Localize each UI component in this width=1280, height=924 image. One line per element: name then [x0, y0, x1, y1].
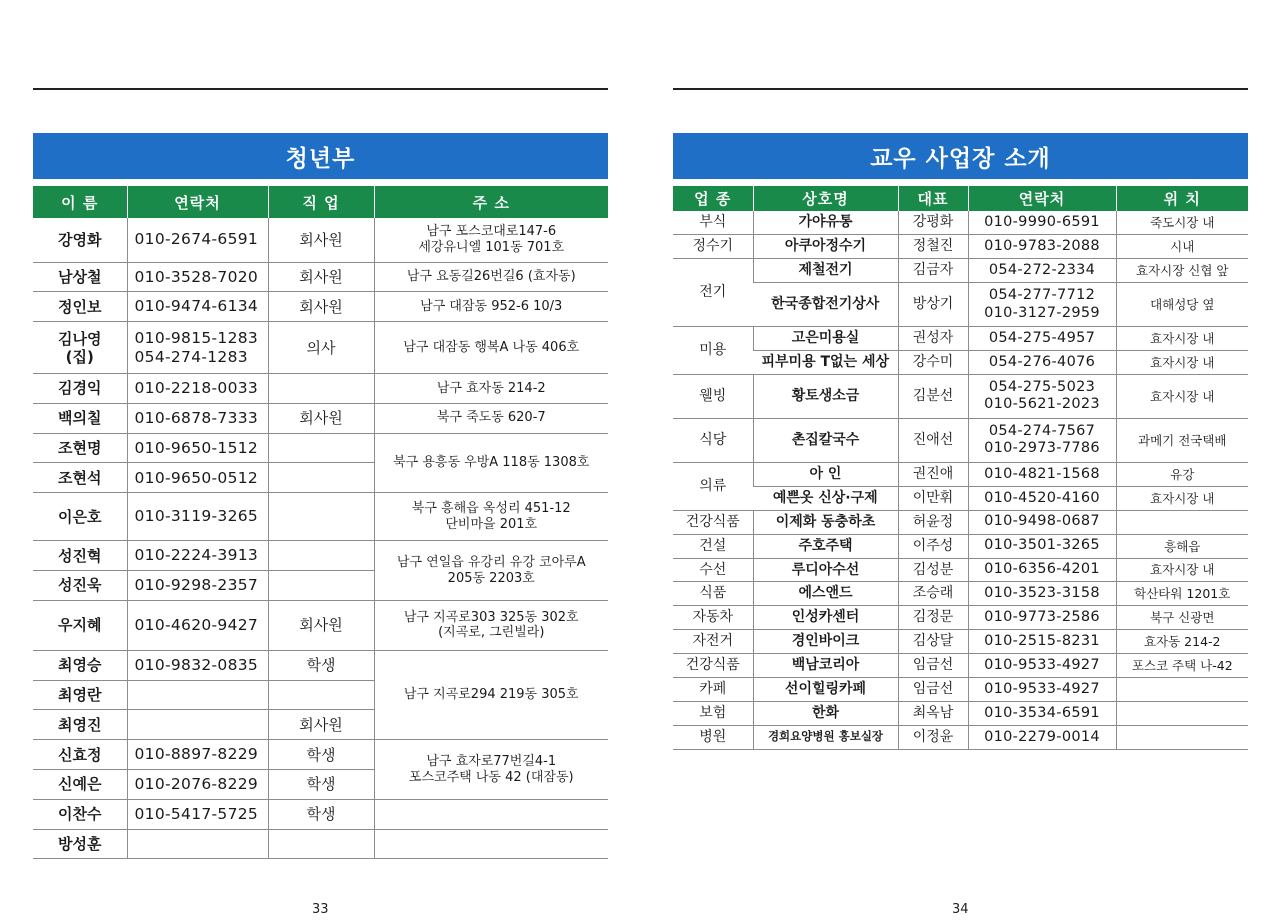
member-address: 남구 효자동 214-2 — [374, 374, 608, 404]
member-phone: 010-6878-7333 — [127, 403, 268, 433]
business-name: 선이힐링카페 — [753, 677, 898, 701]
table-row — [33, 493, 608, 541]
business-location: 포스코 주택 나-42 — [1116, 654, 1248, 678]
table-row — [33, 600, 608, 650]
member-job: 학생 — [268, 770, 374, 800]
table-row — [673, 677, 1248, 701]
member-address — [374, 799, 608, 829]
member-address: 남구 지곡로294 219동 305호 — [374, 650, 608, 739]
business-rep: 김금자 — [898, 259, 968, 283]
header-industry: 업 종 — [673, 186, 753, 211]
member-job — [268, 374, 374, 404]
left-page — [33, 0, 608, 924]
business-name: 피부미용 T없는 세상 — [753, 351, 898, 375]
business-name: 주호주택 — [753, 534, 898, 558]
business-type: 미용 — [673, 327, 753, 375]
member-address: 남구 요동길26번길6 (효자동) — [374, 262, 608, 292]
business-name: 인성카센터 — [753, 606, 898, 630]
member-job: 학생 — [268, 799, 374, 829]
business-name: 경희요양병원 홍보실장 — [753, 725, 898, 749]
table-row — [33, 374, 608, 404]
member-phone: 010-9650-0512 — [127, 463, 268, 493]
business-phone: 054-274-7567 010-2973-7786 — [968, 418, 1116, 462]
business-phone: 054-275-5023 010-5621-2023 — [968, 374, 1116, 418]
business-rep: 김분선 — [898, 374, 968, 418]
member-address: 남구 포스코대로147-6 세강유니엘 101동 701호 — [374, 218, 608, 262]
business-rep: 이주성 — [898, 534, 968, 558]
member-name: 남상철 — [33, 262, 127, 292]
business-phone: 010-3534-6591 — [968, 701, 1116, 725]
business-name: 고은미용실 — [753, 327, 898, 351]
business-location — [1116, 701, 1248, 725]
business-type: 식품 — [673, 582, 753, 606]
member-name: 최영란 — [33, 680, 127, 710]
member-address — [374, 829, 608, 859]
business-location: 효자시장 내 — [1116, 327, 1248, 351]
member-name: 백의칠 — [33, 403, 127, 433]
business-name: 황토생소금 — [753, 374, 898, 418]
member-address: 남구 효자로77번길4-1 포스코주택 나동 42 (대잠동) — [374, 740, 608, 800]
business-rep: 김성분 — [898, 558, 968, 582]
business-rep: 임금선 — [898, 677, 968, 701]
business-phone: 054-277-7712 010-3127-2959 — [968, 283, 1116, 327]
business-rep: 이만휘 — [898, 486, 968, 510]
business-location: 시내 — [1116, 235, 1248, 259]
header-name: 이 름 — [33, 186, 127, 218]
business-intro-title: 교우 사업장 소개 — [673, 133, 1248, 179]
business-phone: 010-9498-0687 — [968, 510, 1116, 534]
table-row — [673, 725, 1248, 749]
youth-member-table — [33, 186, 608, 859]
member-job: 학생 — [268, 740, 374, 770]
member-name: 이은호 — [33, 493, 127, 541]
business-phone: 010-3523-3158 — [968, 582, 1116, 606]
youth-dept-title: 청년부 — [33, 133, 608, 179]
table-row — [33, 292, 608, 322]
business-phone: 010-9773-2586 — [968, 606, 1116, 630]
business-name: 백남코리아 — [753, 654, 898, 678]
member-phone — [127, 829, 268, 859]
business-phone: 010-2279-0014 — [968, 725, 1116, 749]
business-type: 전기 — [673, 259, 753, 327]
member-job — [268, 433, 374, 463]
table-row — [33, 740, 608, 770]
table-row — [673, 211, 1248, 235]
business-type: 식당 — [673, 418, 753, 462]
business-rep: 정철진 — [898, 235, 968, 259]
member-address: 남구 연일읍 유강리 유강 코아루A 205동 2203호 — [374, 541, 608, 601]
table-row — [33, 262, 608, 292]
business-location: 효자시장 내 — [1116, 486, 1248, 510]
business-phone: 010-9533-4927 — [968, 677, 1116, 701]
member-name: 최영승 — [33, 650, 127, 680]
table-row — [673, 654, 1248, 678]
business-phone: 010-9990-6591 — [968, 211, 1116, 235]
member-address: 북구 용흥동 우방A 118동 1308호 — [374, 433, 608, 493]
member-phone: 010-5417-5725 — [127, 799, 268, 829]
member-name: 조현명 — [33, 433, 127, 463]
member-phone — [127, 710, 268, 740]
table-row — [673, 235, 1248, 259]
business-rep: 조승래 — [898, 582, 968, 606]
table-row — [33, 403, 608, 433]
member-phone: 010-9832-0835 — [127, 650, 268, 680]
table-row — [33, 829, 608, 859]
table-row — [673, 486, 1248, 510]
table-header-row — [33, 186, 608, 218]
member-job: 회사원 — [268, 710, 374, 740]
business-type: 건설 — [673, 534, 753, 558]
business-type: 정수기 — [673, 235, 753, 259]
business-type: 카페 — [673, 677, 753, 701]
business-rep: 김상달 — [898, 630, 968, 654]
member-job — [268, 571, 374, 601]
business-location: 대해성당 옆 — [1116, 283, 1248, 327]
top-rule — [673, 88, 1248, 90]
business-rep: 허윤정 — [898, 510, 968, 534]
header-address: 주 소 — [374, 186, 608, 218]
business-name: 예쁜옷 신상·구제 — [753, 486, 898, 510]
member-name: 이찬수 — [33, 799, 127, 829]
business-name: 촌집칼국수 — [753, 418, 898, 462]
member-job — [268, 541, 374, 571]
member-name: 김나영 (집) — [33, 322, 127, 374]
business-location: 효자시장 내 — [1116, 351, 1248, 375]
business-type: 자전거 — [673, 630, 753, 654]
member-phone: 010-2674-6591 — [127, 218, 268, 262]
business-location: 북구 신광면 — [1116, 606, 1248, 630]
right-page — [673, 0, 1248, 924]
business-type: 수선 — [673, 558, 753, 582]
member-address: 북구 죽도동 620-7 — [374, 403, 608, 433]
table-row — [33, 433, 608, 463]
business-type: 병원 — [673, 725, 753, 749]
business-name: 아쿠아정수기 — [753, 235, 898, 259]
business-location: 효자시장 신협 앞 — [1116, 259, 1248, 283]
business-rep: 강수미 — [898, 351, 968, 375]
business-location — [1116, 510, 1248, 534]
business-phone: 010-2515-8231 — [968, 630, 1116, 654]
business-rep: 강평화 — [898, 211, 968, 235]
table-row — [33, 218, 608, 262]
member-name: 강영화 — [33, 218, 127, 262]
business-rep: 방상기 — [898, 283, 968, 327]
member-job: 회사원 — [268, 600, 374, 650]
business-name: 한국종합전기상사 — [753, 283, 898, 327]
table-row — [673, 630, 1248, 654]
business-name: 제철전기 — [753, 259, 898, 283]
business-type: 자동차 — [673, 606, 753, 630]
table-row — [33, 322, 608, 374]
table-row — [673, 327, 1248, 351]
member-phone: 010-8897-8229 — [127, 740, 268, 770]
business-rep: 권성자 — [898, 327, 968, 351]
table-row — [673, 534, 1248, 558]
business-type: 의류 — [673, 462, 753, 510]
member-name: 최영진 — [33, 710, 127, 740]
member-name: 정인보 — [33, 292, 127, 322]
header-representative: 대표 — [898, 186, 968, 211]
business-rep: 진애선 — [898, 418, 968, 462]
business-type: 보험 — [673, 701, 753, 725]
member-job: 회사원 — [268, 218, 374, 262]
member-name: 성진욱 — [33, 571, 127, 601]
member-name: 조현석 — [33, 463, 127, 493]
business-rep: 권진애 — [898, 462, 968, 486]
business-phone: 010-4520-4160 — [968, 486, 1116, 510]
member-phone: 010-9650-1512 — [127, 433, 268, 463]
business-location — [1116, 677, 1248, 701]
member-job — [268, 493, 374, 541]
table-header-row — [673, 186, 1248, 211]
member-job: 회사원 — [268, 262, 374, 292]
business-name: 루디아수선 — [753, 558, 898, 582]
business-location: 학산타워 1201호 — [1116, 582, 1248, 606]
member-address: 북구 흥해읍 옥성리 451-12 단비마을 201호 — [374, 493, 608, 541]
member-phone: 010-3528-7020 — [127, 262, 268, 292]
member-phone: 010-2076-8229 — [127, 770, 268, 800]
business-phone: 010-9533-4927 — [968, 654, 1116, 678]
business-rep: 최옥남 — [898, 701, 968, 725]
business-phone: 010-9783-2088 — [968, 235, 1116, 259]
member-phone: 010-9298-2357 — [127, 571, 268, 601]
member-phone: 010-9474-6134 — [127, 292, 268, 322]
table-row — [33, 541, 608, 571]
member-phone — [127, 680, 268, 710]
business-location: 효자시장 내 — [1116, 374, 1248, 418]
member-name: 신효정 — [33, 740, 127, 770]
member-name: 방성훈 — [33, 829, 127, 859]
page-number: 33 — [312, 902, 329, 917]
business-type: 부식 — [673, 211, 753, 235]
business-rep: 김정문 — [898, 606, 968, 630]
business-phone: 054-276-4076 — [968, 351, 1116, 375]
header-location: 위 치 — [1116, 186, 1248, 211]
business-rep: 임금선 — [898, 654, 968, 678]
business-location: 유강 — [1116, 462, 1248, 486]
member-phone: 010-2218-0033 — [127, 374, 268, 404]
member-name: 김경익 — [33, 374, 127, 404]
member-address: 남구 대잠동 행복A 나동 406호 — [374, 322, 608, 374]
business-phone: 010-6356-4201 — [968, 558, 1116, 582]
business-type: 건강식품 — [673, 654, 753, 678]
business-location: 죽도시장 내 — [1116, 211, 1248, 235]
top-rule — [33, 88, 608, 90]
member-phone: 010-9815-1283 054-274-1283 — [127, 322, 268, 374]
business-location — [1116, 725, 1248, 749]
table-row — [673, 374, 1248, 418]
business-name: 에스앤드 — [753, 582, 898, 606]
business-location: 효자시장 내 — [1116, 558, 1248, 582]
member-name: 성진혁 — [33, 541, 127, 571]
table-row — [33, 650, 608, 680]
member-address: 남구 대잠동 952-6 10/3 — [374, 292, 608, 322]
table-row — [673, 701, 1248, 725]
business-location: 효자동 214-2 — [1116, 630, 1248, 654]
member-job — [268, 680, 374, 710]
business-location: 과메기 전국택배 — [1116, 418, 1248, 462]
header-job: 직 업 — [268, 186, 374, 218]
table-row — [673, 351, 1248, 375]
business-name: 가야유통 — [753, 211, 898, 235]
member-job: 학생 — [268, 650, 374, 680]
member-name: 우지혜 — [33, 600, 127, 650]
header-contact: 연락처 — [968, 186, 1116, 211]
member-phone: 010-3119-3265 — [127, 493, 268, 541]
business-phone: 010-3501-3265 — [968, 534, 1116, 558]
table-row — [673, 606, 1248, 630]
business-name: 이제화 동충하초 — [753, 510, 898, 534]
business-location: 흥해읍 — [1116, 534, 1248, 558]
member-job — [268, 829, 374, 859]
table-row — [33, 799, 608, 829]
business-phone: 054-275-4957 — [968, 327, 1116, 351]
business-name: 아 인 — [753, 462, 898, 486]
member-name: 신예은 — [33, 770, 127, 800]
table-row — [673, 418, 1248, 462]
header-contact: 연락처 — [127, 186, 268, 218]
table-row — [673, 283, 1248, 327]
business-table — [673, 186, 1248, 750]
member-job: 회사원 — [268, 403, 374, 433]
business-phone: 010-4821-1568 — [968, 462, 1116, 486]
business-name: 경인바이크 — [753, 630, 898, 654]
member-job — [268, 463, 374, 493]
business-type: 웰빙 — [673, 374, 753, 418]
table-row — [673, 582, 1248, 606]
business-name: 한화 — [753, 701, 898, 725]
member-job: 의사 — [268, 322, 374, 374]
table-row — [673, 462, 1248, 486]
header-business-name: 상호명 — [753, 186, 898, 211]
business-rep: 이정윤 — [898, 725, 968, 749]
table-row — [673, 259, 1248, 283]
page-number: 34 — [952, 902, 969, 917]
member-phone: 010-4620-9427 — [127, 600, 268, 650]
business-type: 건강식품 — [673, 510, 753, 534]
table-row — [673, 510, 1248, 534]
member-phone: 010-2224-3913 — [127, 541, 268, 571]
business-phone: 054-272-2334 — [968, 259, 1116, 283]
table-row — [673, 558, 1248, 582]
member-address: 남구 지곡로303 325동 302호 (지곡로, 그린빌라) — [374, 600, 608, 650]
member-job: 회사원 — [268, 292, 374, 322]
